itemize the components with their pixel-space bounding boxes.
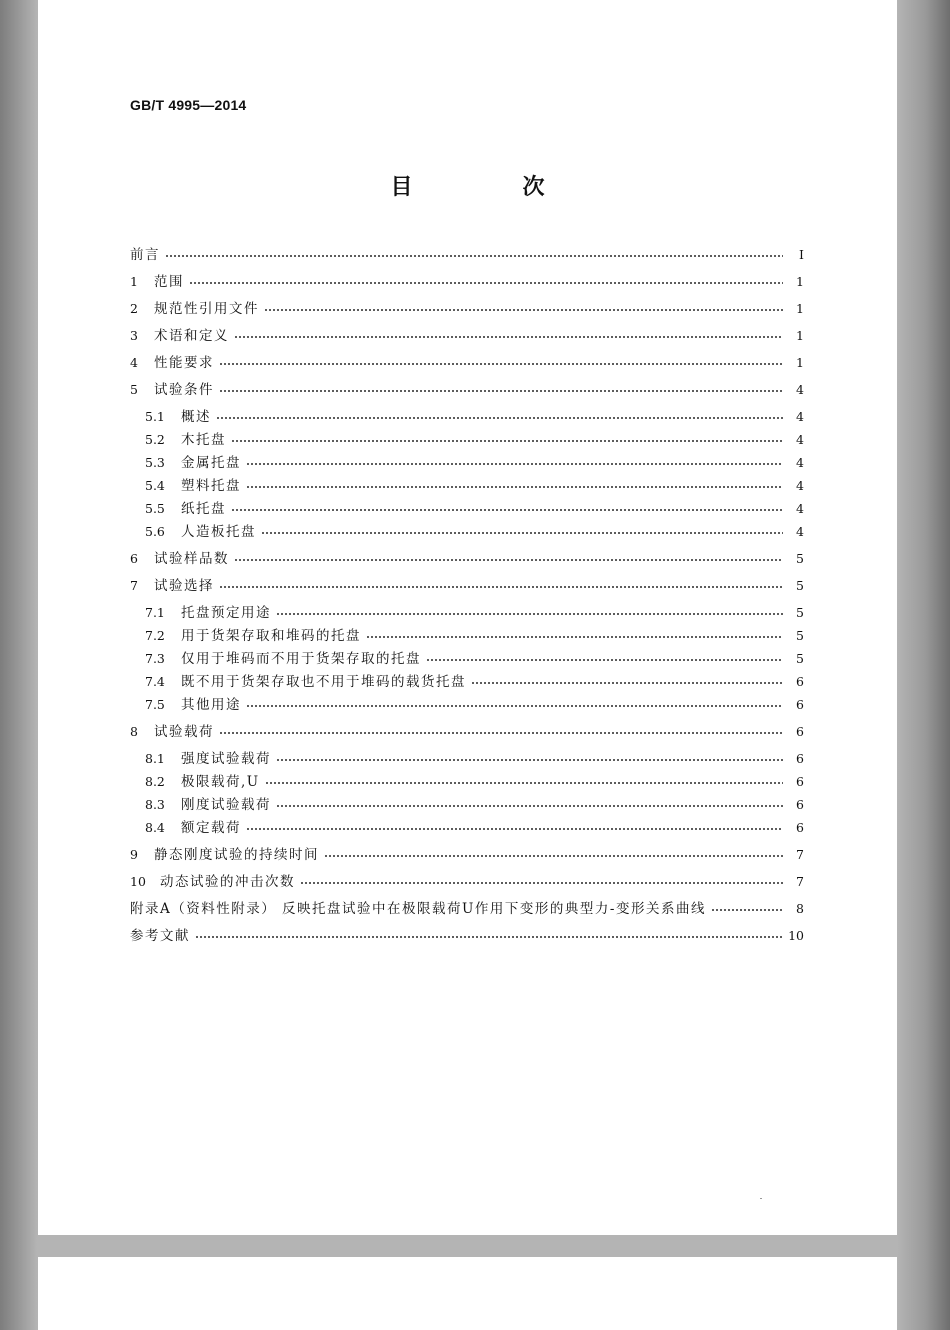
toc-entry[interactable]: [130, 549, 804, 569]
toc-entry-page: 6: [796, 751, 804, 766]
toc-entry-page: 6: [796, 797, 804, 812]
toc-entry-page: 6: [796, 674, 804, 689]
toc-entry-page: 5: [796, 651, 804, 666]
toc-entry-label: 动态试验的冲击次数: [160, 874, 295, 890]
toc-entry[interactable]: [130, 453, 804, 473]
dot-leader: [276, 613, 783, 615]
toc-entry-number: 2: [130, 301, 138, 316]
dot-leader: [231, 509, 783, 511]
dot-leader: [300, 882, 783, 884]
toc-entry-number: 5.5: [145, 501, 165, 516]
toc-entry-page: 7: [796, 874, 804, 889]
toc-entry[interactable]: [130, 476, 804, 496]
toc-entry-label: 托盘预定用途: [181, 605, 271, 621]
toc-entry-page: 4: [796, 409, 804, 424]
toc-entry-label: 试验载荷: [154, 724, 214, 740]
toc-entry-number: 5: [130, 382, 138, 397]
toc-entry-label: 人造板托盘: [181, 524, 256, 540]
dot-leader: [219, 363, 783, 365]
toc-entry-page: 4: [796, 478, 804, 493]
toc-entry-label: 纸托盘: [181, 501, 226, 517]
toc-entry-label: 性能要求: [154, 355, 214, 371]
dot-leader: [246, 463, 783, 465]
toc-entry-label: 金属托盘: [181, 455, 241, 471]
dot-leader: [219, 586, 783, 588]
document-page: [38, 0, 897, 1235]
toc-entry-page: 1: [796, 301, 804, 316]
toc-entry-number: 7.5: [145, 697, 165, 712]
dot-leader: [276, 759, 783, 761]
toc-entry-number: 5.4: [145, 478, 165, 493]
toc-entry-label: 额定载荷: [181, 820, 241, 836]
toc-entry-page: 4: [796, 382, 804, 397]
toc-entry-label: 术语和定义: [154, 328, 229, 344]
toc-entry-page: 6: [796, 820, 804, 835]
toc-entry-label: 塑料托盘: [181, 478, 241, 494]
toc-entry-page: 7: [796, 847, 804, 862]
toc-entry[interactable]: [130, 795, 804, 815]
dot-leader: [246, 486, 783, 488]
toc-entry[interactable]: [130, 872, 804, 892]
dot-leader: [261, 532, 783, 534]
toc-entry[interactable]: [130, 845, 804, 865]
toc-entry-page: 4: [796, 455, 804, 470]
standard-code: GB/T 4995—2014: [130, 97, 247, 113]
toc-entry-label: 静态刚度试验的持续时间: [154, 847, 319, 863]
toc-entry[interactable]: [130, 407, 804, 427]
toc-entry[interactable]: [130, 353, 804, 373]
dot-leader: [219, 390, 783, 392]
toc-entry-label: 参考文献: [130, 928, 190, 944]
toc-entry-number: 5.2: [145, 432, 165, 447]
toc-entry-label: 仅用于堆码而不用于货架存取的托盘: [181, 651, 421, 667]
toc-entry-label: 试验条件: [154, 382, 214, 398]
toc-entry-label: 试验选择: [154, 578, 214, 594]
toc-entry-label: 木托盘: [181, 432, 226, 448]
dot-leader: [324, 855, 783, 857]
dot-leader: [234, 336, 783, 338]
dot-leader: [246, 705, 783, 707]
toc-entry-number: 7: [130, 578, 138, 593]
toc-entry-label: 其他用途: [181, 697, 241, 713]
toc-entry-number: 8.4: [145, 820, 165, 835]
toc-entry[interactable]: [130, 430, 804, 450]
toc-entry-page: 6: [796, 774, 804, 789]
dot-leader: [264, 309, 783, 311]
toc-entry-number: 8: [130, 724, 138, 739]
scan-speck: [760, 1198, 762, 1199]
toc-entry-number: 8.2: [145, 774, 165, 789]
toc-entry-number: 5.1: [145, 409, 165, 424]
toc-entry-number: 10: [130, 874, 146, 889]
toc-entry[interactable]: [130, 749, 804, 769]
toc-entry-number: 5.3: [145, 455, 165, 470]
dot-leader: [195, 936, 783, 938]
toc-entry[interactable]: [130, 272, 804, 292]
toc-entry-label: 前言: [130, 247, 160, 263]
toc-entry-number: 7.1: [145, 605, 165, 620]
toc-entry-number: 7.4: [145, 674, 165, 689]
dot-leader: [219, 732, 783, 734]
toc-entry-label: 试验样品数: [154, 551, 229, 567]
toc-entry[interactable]: [130, 326, 804, 346]
toc-entry[interactable]: [130, 722, 804, 742]
toc-entry[interactable]: [130, 772, 804, 792]
toc-entry-page: 6: [796, 724, 804, 739]
toc-entry-number: 5.6: [145, 524, 165, 539]
toc-entry-page: 1: [796, 274, 804, 289]
toc-entry-number: 3: [130, 328, 138, 343]
toc-entry[interactable]: [130, 626, 804, 646]
toc-entry-number: 7.2: [145, 628, 165, 643]
next-page: [38, 1257, 897, 1330]
toc-entry-page: 1: [796, 328, 804, 343]
toc-entry-page: 5: [796, 605, 804, 620]
toc-entry-label: 刚度试验载荷: [181, 797, 271, 813]
dot-leader: [276, 805, 783, 807]
toc-entry-number: 1: [130, 274, 138, 289]
toc-title: 目 次: [390, 175, 589, 200]
dot-leader: [165, 255, 783, 257]
toc-entry-page: 5: [796, 578, 804, 593]
toc-entry[interactable]: [130, 672, 804, 692]
toc-entry-number: 9: [130, 847, 138, 862]
toc-entry-page: 1: [796, 355, 804, 370]
toc-entry-number: 8.3: [145, 797, 165, 812]
toc-entry[interactable]: [130, 818, 804, 838]
toc-entry-page: 4: [796, 501, 804, 516]
dot-leader: [189, 282, 783, 284]
toc-entry-page: 5: [796, 628, 804, 643]
toc-entry-page: Ⅰ: [799, 247, 804, 262]
toc-entry-label: 极限载荷,U: [181, 774, 260, 790]
toc-entry-number: 6: [130, 551, 138, 566]
toc-entry-page: 8: [796, 901, 804, 916]
dot-leader: [471, 682, 783, 684]
toc-entry[interactable]: [130, 245, 804, 265]
dot-leader: [231, 440, 783, 442]
toc-entry-label: 附录A（资料性附录） 反映托盘试验中在极限载荷U作用下变形的典型力-变形关系曲线: [130, 901, 706, 917]
dot-leader: [426, 659, 783, 661]
toc-entry-number: 4: [130, 355, 138, 370]
toc-entry-label: 用于货架存取和堆码的托盘: [181, 628, 361, 644]
toc-entry-label: 概述: [181, 409, 211, 425]
toc-entry-label: 既不用于货架存取也不用于堆码的载货托盘: [181, 674, 466, 690]
toc-entry[interactable]: [130, 380, 804, 400]
toc-entry-label: 强度试验载荷: [181, 751, 271, 767]
dot-leader: [711, 909, 783, 911]
toc-entry[interactable]: [130, 499, 804, 519]
dot-leader: [246, 828, 783, 830]
toc-entry-number: 8.1: [145, 751, 165, 766]
toc-entry-label: 规范性引用文件: [154, 301, 259, 317]
toc-entry[interactable]: [130, 603, 804, 623]
toc-entry-page: 5: [796, 551, 804, 566]
toc-entry-page: 10: [788, 928, 804, 943]
toc-entry[interactable]: [130, 299, 804, 319]
toc-entry-page: 4: [796, 432, 804, 447]
toc-entry[interactable]: [130, 899, 804, 919]
dot-leader: [366, 636, 783, 638]
dot-leader: [234, 559, 783, 561]
toc-entry-page: 6: [796, 697, 804, 712]
toc-entry[interactable]: [130, 649, 804, 669]
toc-entry-label: 范围: [154, 274, 184, 290]
toc-entry-number: 7.3: [145, 651, 165, 666]
toc-entry-page: 4: [796, 524, 804, 539]
toc-entry[interactable]: [130, 522, 804, 542]
dot-leader: [216, 417, 783, 419]
toc-entry[interactable]: [130, 576, 804, 596]
dot-leader: [265, 782, 783, 784]
toc-entry[interactable]: [130, 695, 804, 715]
toc-entry[interactable]: [130, 926, 804, 946]
